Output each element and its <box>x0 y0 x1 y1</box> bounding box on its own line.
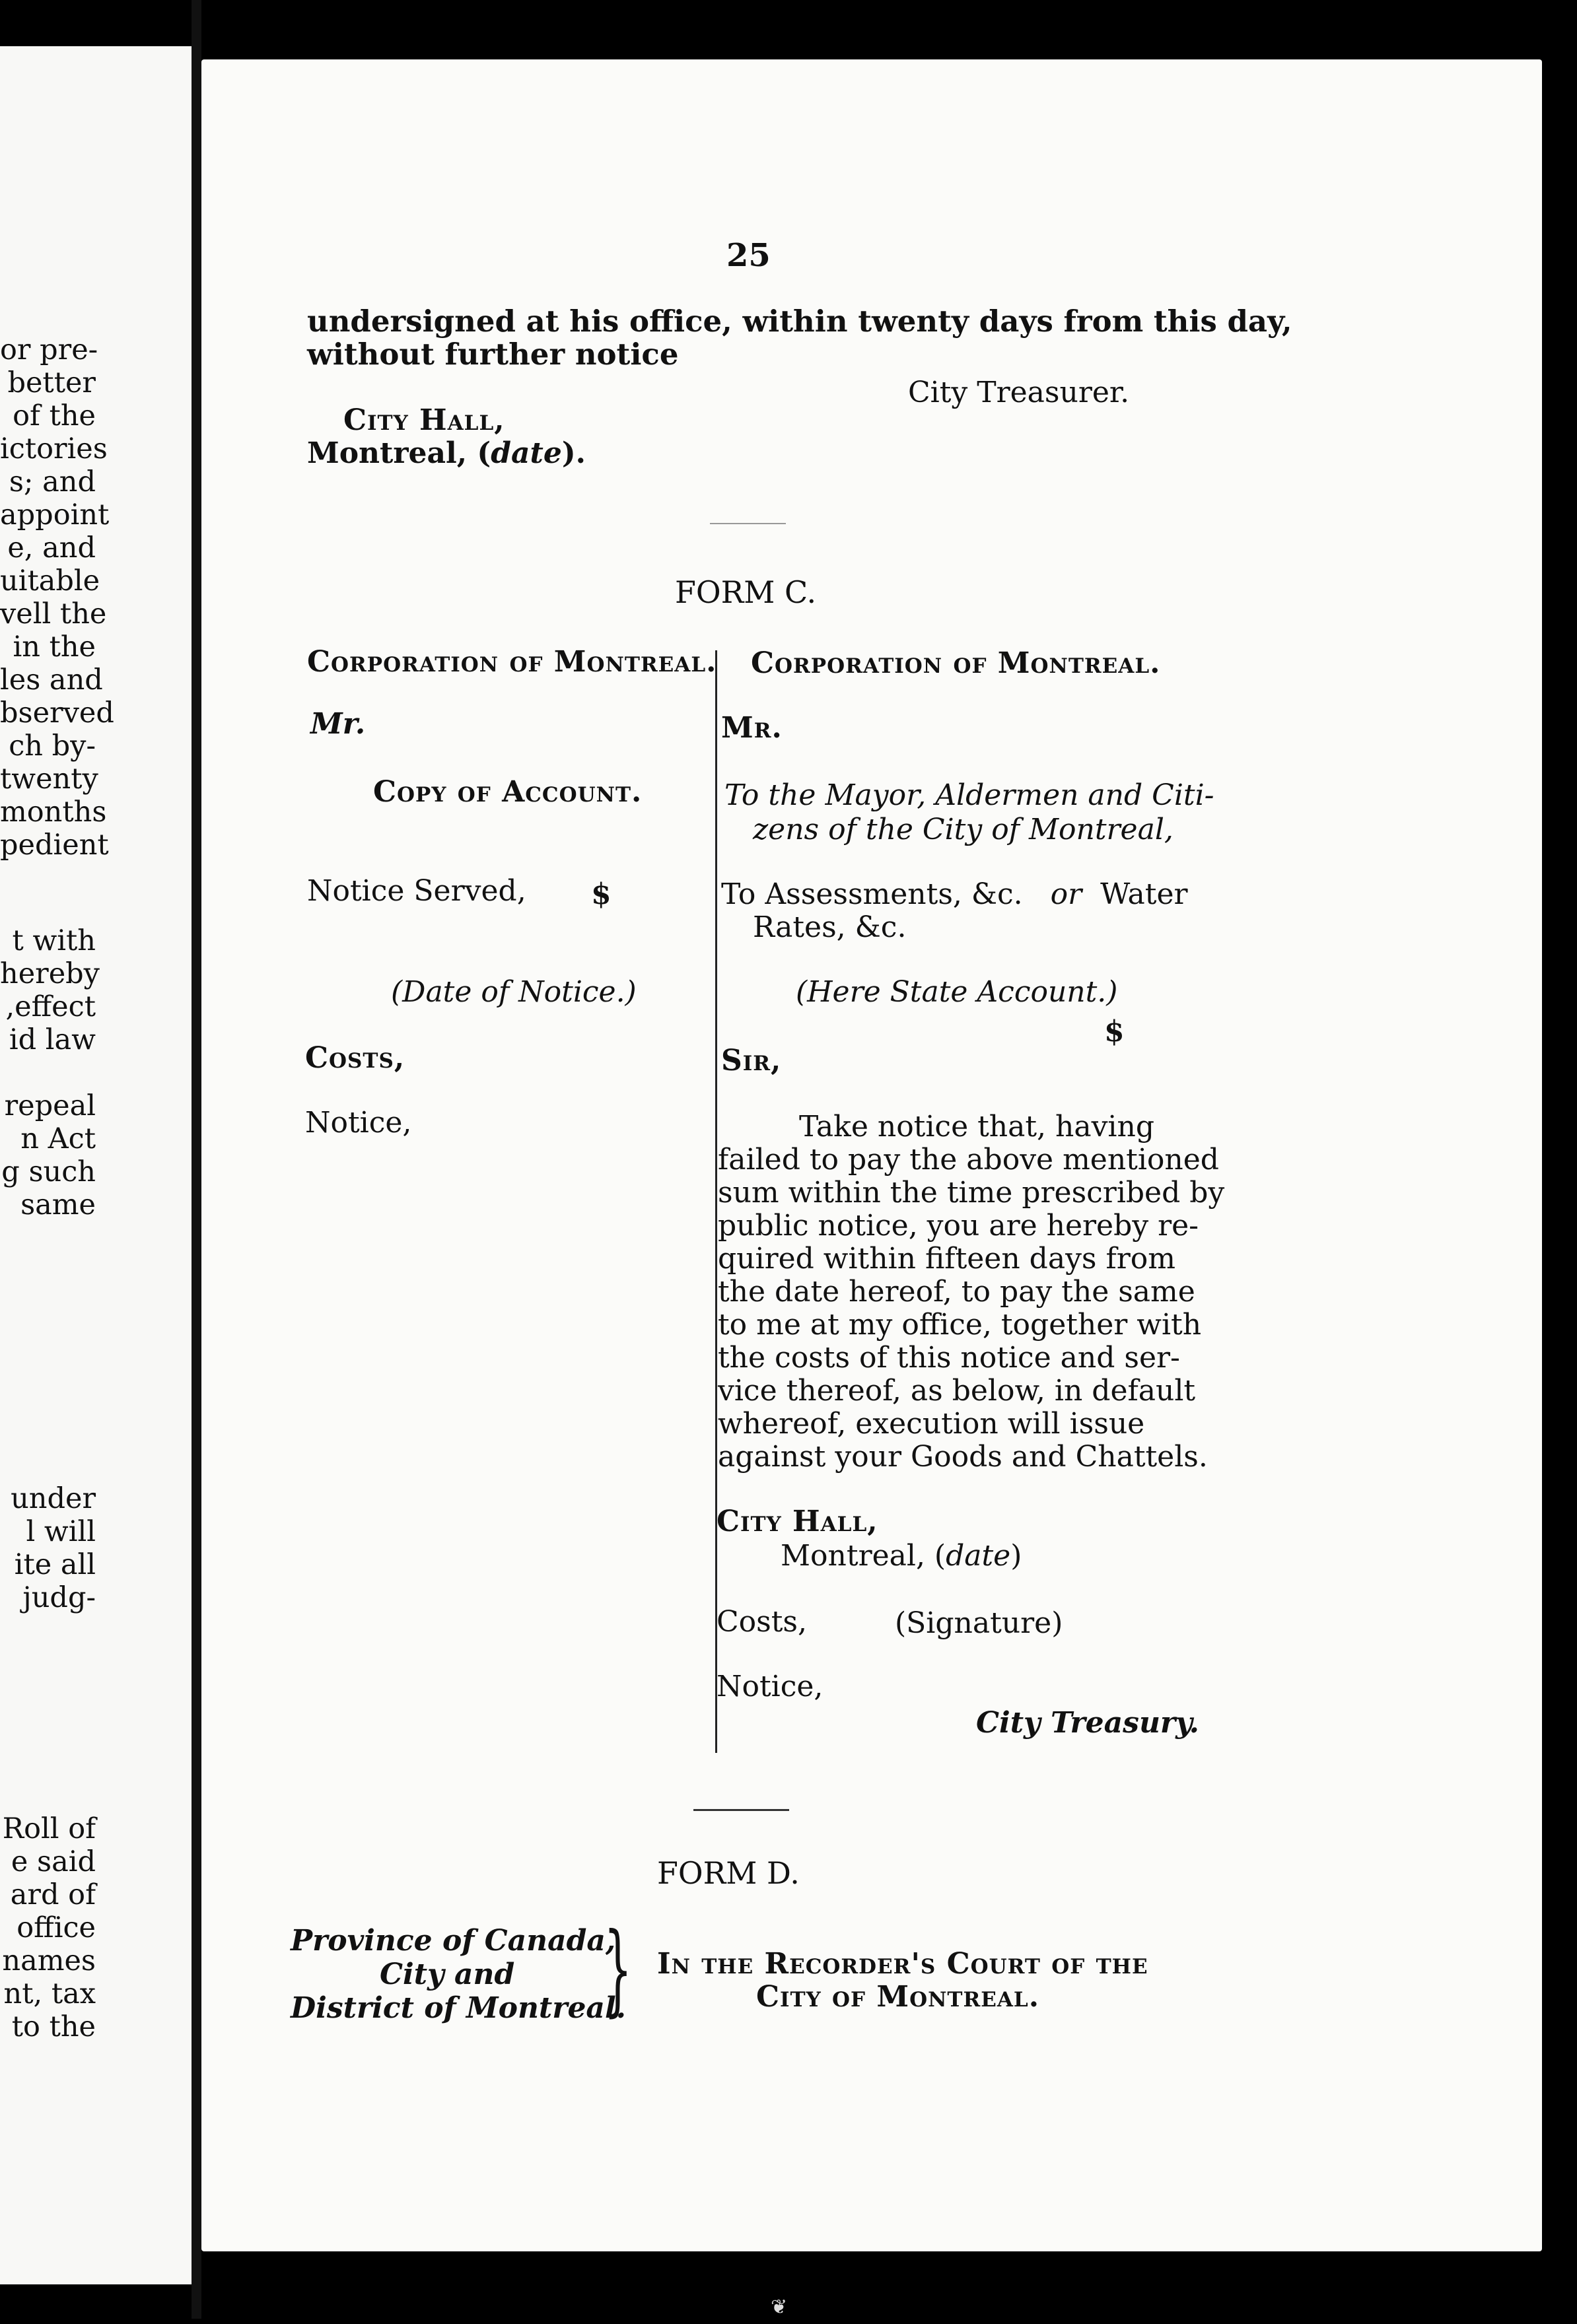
column-divider <box>715 650 717 1753</box>
right-costs: Costs, <box>717 1605 807 1639</box>
date-of-notice: (Date of Notice.) <box>391 975 637 1009</box>
facing-page-line: e, and <box>7 531 96 564</box>
notice-body-line: sum within the time prescribed by <box>718 1176 1225 1210</box>
left-notice: Notice, <box>305 1106 412 1140</box>
notice-body-line: against your Goods and Chattels. <box>718 1440 1208 1474</box>
facing-page-line: or pre- <box>0 333 98 366</box>
continuation-line-1: undersigned at his office, within twenty days from this day, <box>307 304 1292 339</box>
notice-body-line: Take notice that, having <box>799 1110 1155 1144</box>
facing-page-line: better <box>7 366 96 399</box>
province-line-1: Province of Canada, <box>291 1924 616 1958</box>
facing-page-line: repeal <box>4 1089 96 1122</box>
city-treasury: City Treasury. <box>976 1706 1199 1740</box>
facing-page-line: months <box>0 796 107 829</box>
right-city-hall: City Hall, <box>717 1505 878 1538</box>
facing-page-line: id law <box>9 1023 96 1056</box>
facing-page-line: in the <box>13 631 96 664</box>
form-d-heading: FORM D. <box>657 1855 800 1891</box>
to-mayor-line-2: zens of the City of Montreal, <box>753 813 1174 846</box>
notice-body-line: public notice, you are hereby re- <box>718 1209 1199 1243</box>
facing-page-line: s; and <box>9 465 96 498</box>
facing-page-line: t with <box>12 924 96 957</box>
right-montreal-date: Montreal, (date) <box>781 1539 1022 1573</box>
copy-of-account: Copy of Account. <box>373 775 643 809</box>
facing-page-line: l will <box>26 1515 96 1548</box>
sir-salutation: Sir, <box>721 1044 782 1077</box>
assessments-line-2: Rates, &c. <box>753 910 907 944</box>
recorders-court-line-1: In the Recorder's Court of the <box>657 1947 1148 1981</box>
left-corporation: Corporation of Montreal. <box>307 645 717 679</box>
city-hall-label: City Hall, <box>343 403 505 437</box>
notice-body-line: whereof, execution will issue <box>718 1407 1145 1441</box>
facing-page-line: of the <box>13 399 96 432</box>
facing-page-line: ,effect <box>5 990 96 1023</box>
ornament-icon: ❦ <box>771 2296 788 2319</box>
facing-page-line: judg- <box>22 1581 96 1614</box>
brace-icon: } <box>604 1912 633 2027</box>
facing-page-line: vell the <box>0 598 107 631</box>
province-line-2: City and <box>380 1958 515 1991</box>
facing-page-line: e said <box>11 1845 96 1878</box>
left-costs: Costs, <box>305 1041 405 1075</box>
notice-body-line: quired within fifteen days from <box>718 1242 1176 1276</box>
page-number: 25 <box>726 237 771 274</box>
continuation-line-2: without further notice <box>307 337 679 372</box>
facing-page-line: to the <box>11 2010 96 2043</box>
form-c-heading: FORM C. <box>675 574 817 610</box>
city-treasurer-signature: City Treasurer. <box>908 376 1130 409</box>
facing-page-line: Roll of <box>2 1812 96 1845</box>
facing-page-line: same <box>20 1188 96 1221</box>
facing-page-line: pedient <box>0 829 109 862</box>
facing-page-line: ch by- <box>9 730 96 763</box>
facing-page-line: uitable <box>0 564 100 598</box>
notice-body-line: the date hereof, to pay the same <box>718 1275 1195 1309</box>
facing-page-line: n Act <box>20 1122 96 1155</box>
facing-page-line: ard of <box>10 1878 96 1911</box>
facing-page-line: names <box>2 1944 96 1977</box>
book-gutter <box>192 0 201 2319</box>
facing-page-line: under <box>11 1482 96 1515</box>
facing-page-line: ictories <box>0 432 108 465</box>
facing-page-line: appoint <box>0 498 110 531</box>
facing-page-line: nt, tax <box>3 1977 96 2010</box>
province-line-3: District of Montreal. <box>291 1991 626 2025</box>
facing-page-line: g such <box>1 1155 96 1188</box>
facing-page-line: ite all <box>14 1548 96 1581</box>
left-dollar-sign: $ <box>591 877 612 911</box>
right-corporation: Corporation of Montreal. <box>751 646 1161 680</box>
notice-body-line: to me at my office, together with <box>718 1308 1202 1342</box>
montreal-date-line: Montreal, (date). <box>307 436 586 470</box>
facing-page-line: les and <box>0 664 103 697</box>
notice-body-line: failed to pay the above mentioned <box>718 1143 1219 1177</box>
right-dollar-sign: $ <box>1104 1015 1125 1048</box>
facing-page-line: bserved <box>0 697 114 730</box>
assessments-line-1: To Assessments, &c. or Water <box>721 877 1188 911</box>
facing-page-line: twenty <box>0 763 98 796</box>
to-mayor-line-1: To the Mayor, Aldermen and Citi- <box>724 778 1214 812</box>
recorders-court-line-2: City of Montreal. <box>756 1980 1040 2014</box>
signature-placeholder: (Signature) <box>895 1606 1063 1640</box>
notice-served: Notice Served, <box>307 874 526 908</box>
section-divider <box>710 523 786 524</box>
right-notice: Notice, <box>717 1670 824 1703</box>
right-mr: Mr. <box>721 711 783 745</box>
here-state-account: (Here State Account.) <box>796 975 1118 1009</box>
left-mr: Mr. <box>310 707 366 741</box>
notice-body-line: vice thereof, as below, in default <box>718 1374 1196 1408</box>
facing-page-line: hereby <box>0 957 100 990</box>
facing-page-line: office <box>17 1911 96 1944</box>
notice-body-line: the costs of this notice and ser- <box>718 1341 1180 1375</box>
section-divider-2 <box>693 1809 789 1811</box>
